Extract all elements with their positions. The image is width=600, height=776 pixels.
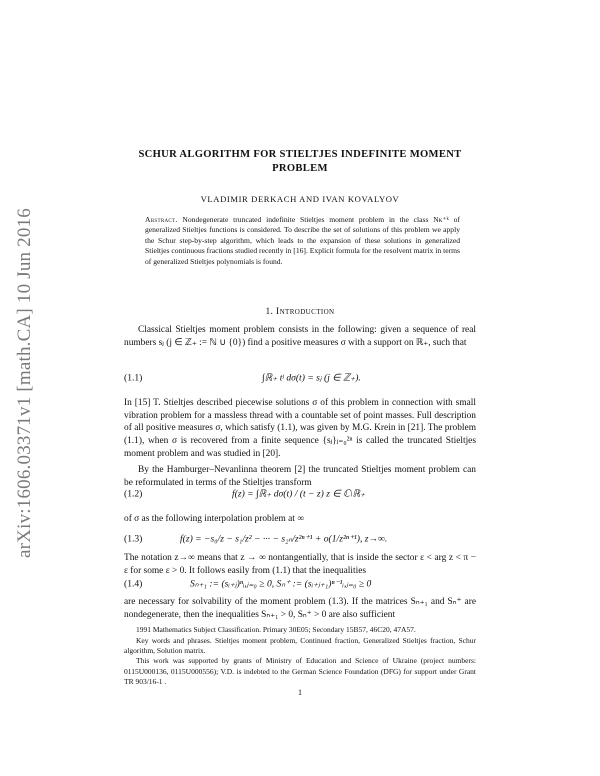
equation-body: f(z) = ∫ℝ₊ dσ(t) / (t − z) z ∈ ℂ\ℝ₊ [232, 488, 366, 500]
paragraph-4: of σ as the following interpolation problem at ∞ [124, 514, 304, 524]
equation-number: (1.2) [124, 488, 143, 500]
paragraph-1: Classical Stieltjes moment problem consists in the following: given a sequence of real numbers sⱼ (j ∈ ℤ₊ := ℕ ∪ {0}) find a positive measures σ with a support on ℝ₊, such that [124, 325, 476, 348]
page-number: 1 [298, 688, 302, 697]
equation-1-1 [124, 365, 476, 391]
equation-body: Sₙ₊₁ := (sᵢ₊ⱼ)ⁿᵢ,ⱼ₌₀ ≥ 0, Sₙ⁺ := (sᵢ₊ⱼ₊₁)ⁿ⁻¹ᵢ,ⱼ₌₀ ≥ 0 [190, 578, 372, 590]
equation-body: ∫ℝ₊ tʲ dσ(t) = sⱼ (j ∈ ℤ₊). [262, 372, 361, 384]
paragraph-3: By the Hamburger–Nevanlinna theorem [2] the truncated Stieltjes moment problem can be reformulated in terms of the Stieltjes transform [124, 465, 476, 488]
equation-1-4 [124, 571, 476, 597]
equation-number: (1.1) [124, 372, 143, 384]
paragraph-6: are necessary for solvability of the moment problem (1.3). If the matrices Sₙ₊₁ and Sₙ⁺ are nondegenerate, then the inequalities Sₙ₊₁ > 0, Sₙ⁺ > 0 are also sufficient [124, 597, 476, 620]
paragraph-5: The notation z→∞ means that z → ∞ nontangentially, that is inside the sector ε < arg z < π − ε for some ε > 0. It follows easily from (1.1) that the inequalities [124, 553, 476, 576]
paragraph-2: In [15] T. Stieltjes described piecewise solutions σ of this problem in connection with small vibration problem for a massless thread with a countable set of point masses. Full description of all positive measures σ, which satisfy (1.1), was given by M.G. Krein in [21]. The problem (1.1), when σ is recovered from a finite sequence {sⱼ}ⱼ₌₀²ⁿ is called the truncated Stieltjes moment problem and was studied in [20]. [124, 398, 476, 459]
title-line-1: SCHUR ALGORITHM FOR STIELTJES INDEFINITE MOMENT [138, 149, 462, 160]
footnote-msc: 1991 Mathematics Subject Classification. Primary 30E05; Secondary 15B57, 46C20, 47A57. [136, 625, 416, 635]
equation-1-3 [124, 526, 476, 552]
equation-1-2 [124, 481, 476, 507]
abstract-label: Abstract. [145, 215, 178, 224]
footnote-funding: This work was supported by grants of Ministry of Education and Science of Ukraine (project numbers: 0115U000136, 0115U000556); V.D. is indebted to the German Science Foundation (DFG) for support under Grant TR 903/16-1 . [124, 656, 476, 686]
section-heading: 1. Introduction [265, 307, 335, 317]
paper-title [100, 148, 500, 176]
title-line-2: PROBLEM [272, 163, 328, 174]
abstract [145, 215, 460, 267]
arxiv-stamp [12, 168, 38, 598]
footnote-keywords: Key words and phrases. Stieltjes moment problem, Continued fraction, Generalized Stieltjes fraction, Schur algorithm, Solution matrix. [124, 635, 476, 655]
authors: VLADIMIR DERKACH AND IVAN KOVALYOV [200, 194, 400, 204]
equation-number: (1.3) [124, 533, 143, 545]
equation-body: f(z) = −s₀/z − s₁/z² − ··· − s₂ₙ/z²ⁿ⁺¹ + o(1/z²ⁿ⁺¹), z→∞. [180, 533, 388, 545]
equation-number: (1.4) [124, 578, 143, 590]
footnotes [124, 597, 476, 687]
arxiv-identifier: arXiv:1606.03371v1 [math.CA] 10 Jun 2016 [14, 208, 35, 558]
abstract-text: Nondegenerate truncated indefinite Stieltjes moment problem in the class Nκ⁺ᵏ of generalized Stieltjes functions is considered. To describe the set of solutions of this problem we apply the Schur step-by-step algorithm, which leads to the expansion of these solutions in generalized Stieltjes continuous fractions studied recently in [16]. Explicit formula for the resolvent matrix in terms of generalized Stieltjes polynomials is found. [145, 215, 460, 266]
